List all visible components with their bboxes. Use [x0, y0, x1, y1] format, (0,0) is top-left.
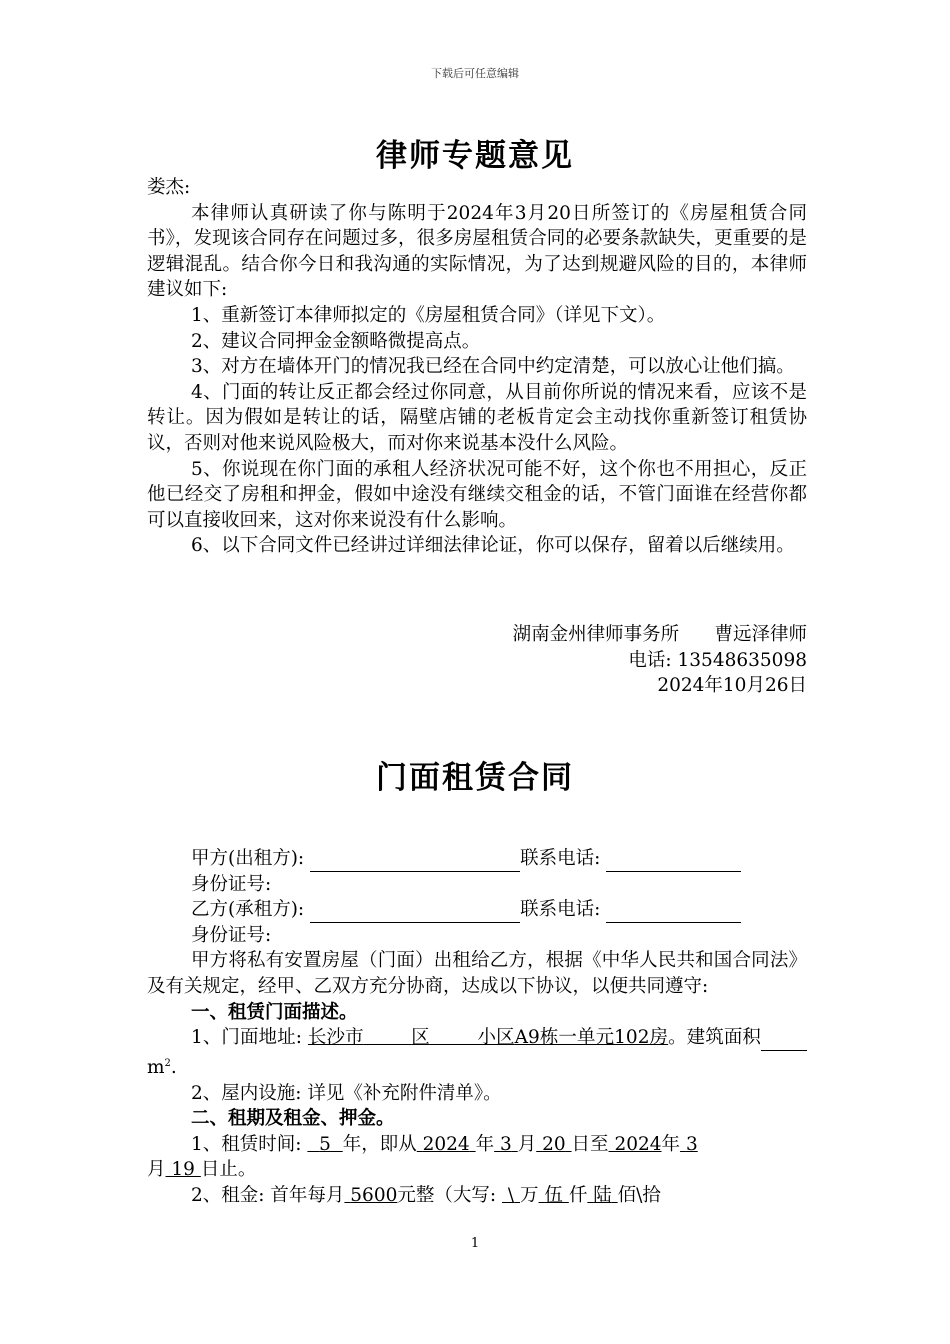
contract-title: 门面租赁合同 — [376, 760, 574, 796]
party-a-phone-field[interactable] — [606, 853, 741, 872]
opinion-item: 4、门面的转让反正都会经过你同意，从目前你所说的情况来看，应该不是转让。因为假如是转让的话，隔壁店铺的老板肯定会主动找你重新签订租赁协议，否则对他来说风险极大，而对你来说基本没什么风险。 — [147, 381, 807, 454]
signature-phone: 电话: 13548635098 — [628, 649, 807, 671]
contract-preamble: 甲方将私有安置房屋（门面）出租给乙方，根据《中华人民共和国合同法》及有关规定，经甲、乙双方充分协商，达成以下协议，以便共同遵守: — [147, 950, 807, 997]
party-a-contact-label: 联系电话: — [520, 848, 601, 869]
opinion-item: 1、重新签订本律师拟定的《房屋租赁合同》（详见下文）。 — [191, 304, 666, 326]
monthly-rent: 5600 — [350, 1184, 398, 1206]
opinion-body — [147, 175, 807, 559]
opinion-intro: 本律师认真研读了你与陈明于2024年3月20日所签订的《房屋租赁合同书》，发现该合同存在问题过多，很多房屋租赁合同的必要条款缺失，更重要的是逻辑混乱。结合你今日和我沟通的实际情况，为了达到规避风险的目的，本律师建议如下: — [147, 202, 807, 301]
page-number: 1 — [470, 1236, 480, 1251]
contract-body — [147, 846, 807, 1208]
party-a-id-line — [147, 872, 807, 898]
signature-date: 2024年10月26日 — [657, 675, 807, 697]
signature-firm: 湖南金州律师事务所 — [512, 624, 680, 645]
party-b-name-field[interactable] — [310, 904, 520, 923]
opinion-item: 3、对方在墙体开门的情况我已经在合同中约定清楚，可以放心让他们搞。 — [191, 356, 795, 378]
s1-item1: 1、门面地址: 长沙市 区 小区A9栋一单元102房。建筑面积$m^2$. — [147, 1025, 807, 1080]
address-city: 长沙市 区 小区A9栋一单元102房 — [307, 1027, 669, 1049]
party-b-id-label: 身份证号: — [191, 924, 272, 946]
party-a-id-label: 身份证号: — [191, 873, 272, 895]
opinion-title: 律师专题意见 — [376, 138, 574, 174]
party-b-line — [147, 897, 807, 923]
signature-block — [147, 622, 807, 699]
salutation: 娄杰: — [147, 177, 191, 198]
opinion-item: 2、建议合同押金金额略微提高点。 — [191, 330, 481, 352]
area-field[interactable] — [761, 1032, 807, 1051]
header-note: 下载后可任意编辑 — [431, 67, 519, 80]
s2-item2: 2、租金: 首年每月 5600元整（大写: \ 万 伍 仟 陆 佰\拾 — [191, 1184, 661, 1206]
party-a-label: 甲方(出租方): — [191, 848, 305, 869]
s2-item1: 1、租赁时间: 5 年，即从 2024 年 3 月 20 日至 2024年 3 月 19 日止。 — [147, 1133, 698, 1181]
s1-item1-prefix: 1、门面地址: — [191, 1027, 302, 1049]
lease-years: 5 — [319, 1133, 331, 1155]
party-a-name-field[interactable] — [310, 853, 520, 872]
area-unit: m — [147, 1056, 165, 1078]
signature-firm-line — [147, 622, 807, 648]
party-b-phone-field[interactable] — [606, 904, 741, 923]
section1-title: 一、租赁门面描述。 — [191, 1001, 358, 1023]
signature-lawyer: 曹远泽律师 — [714, 624, 807, 645]
party-b-label: 乙方(承租方): — [191, 899, 305, 921]
opinion-item: 6、以下合同文件已经讲过详细法律论证，你可以保存，留着以后继续用。 — [191, 535, 795, 557]
party-b-contact-label: 联系电话: — [520, 899, 601, 921]
section2-title: 二、租期及租金、押金。 — [191, 1108, 395, 1130]
party-a-line — [147, 846, 807, 872]
s1-item2: 2、屋内设施: 详见《补充附件清单》。 — [191, 1082, 502, 1104]
party-b-id-line — [147, 923, 807, 949]
opinion-item: 5、你说现在你门面的承租人经济状况可能不好，这个你也不用担心，反正他已经交了房租和押金，假如中途没有继续交租金的话，不管门面谁在经营你都可以直接收回来，这对你来说没有什么影响。 — [147, 458, 807, 531]
s1-item1-suffix: 。建筑面积 — [668, 1027, 761, 1049]
